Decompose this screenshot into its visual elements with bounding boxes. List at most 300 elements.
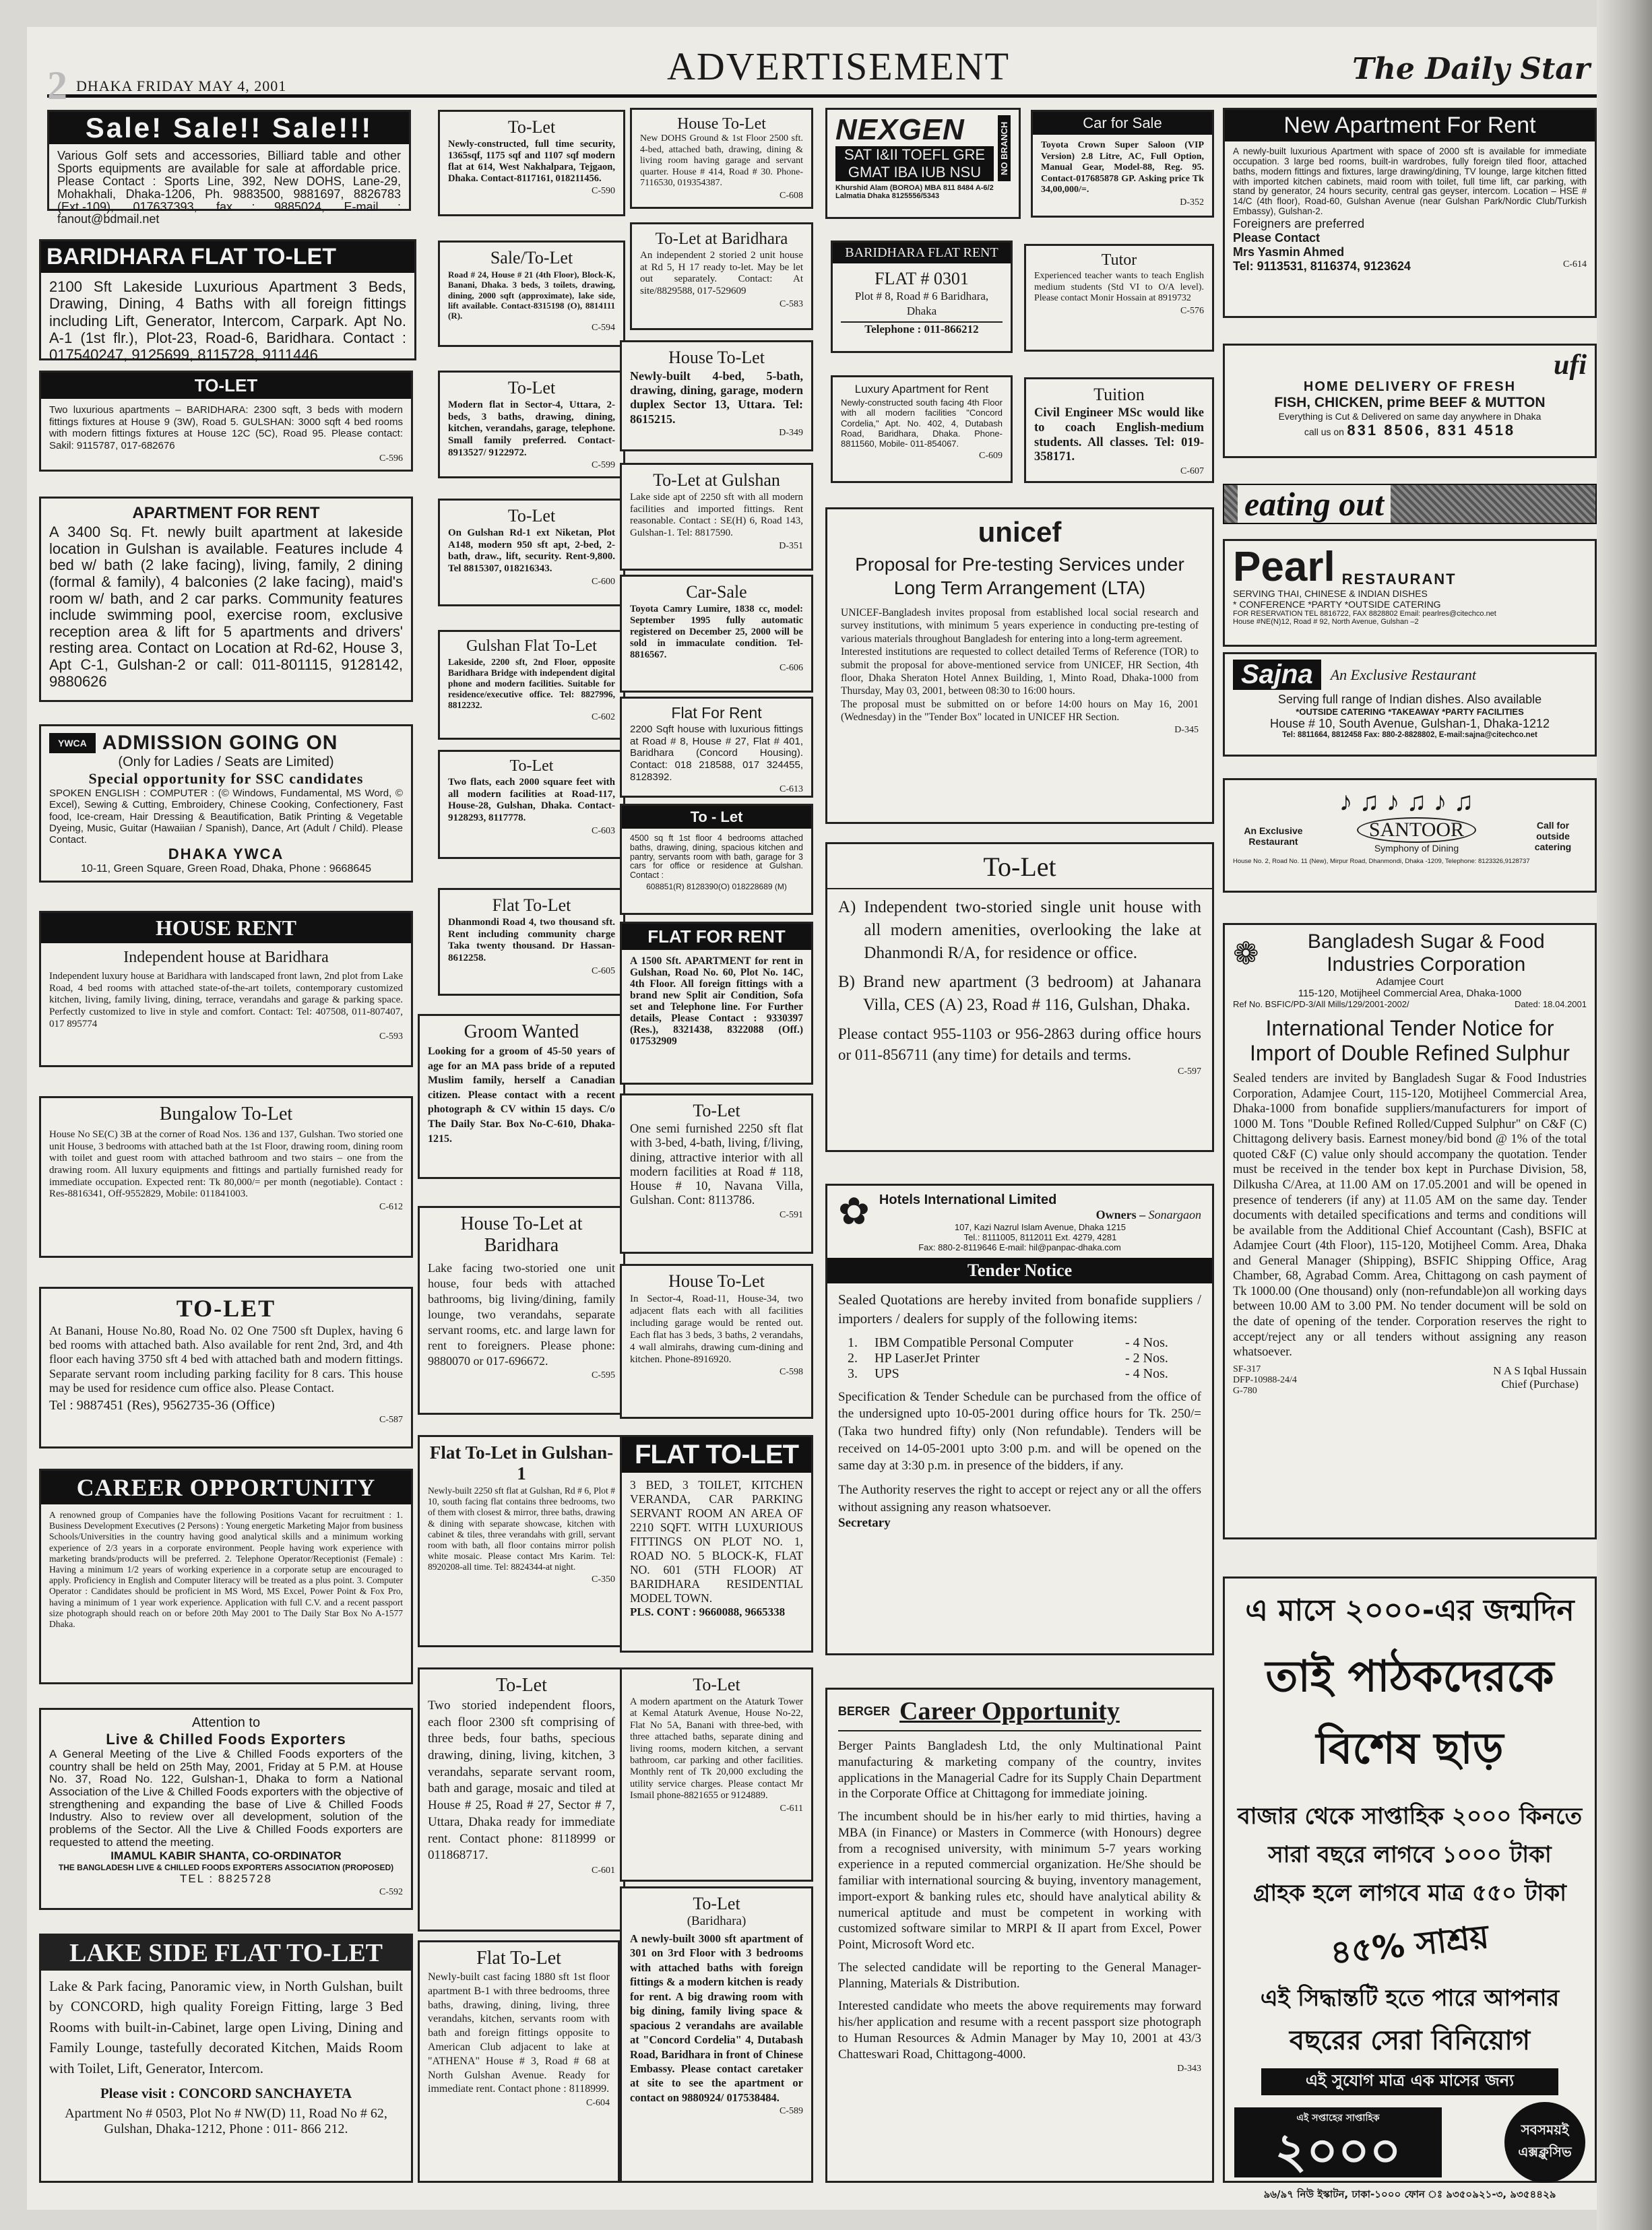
ad-title: Sale! Sale!! Sale!!! — [49, 112, 409, 144]
nexgen-side: NO BRANCH — [998, 115, 1011, 181]
ad-saptahik-2000 — [1223, 1576, 1597, 2200]
sajna-line1: Serving full range of Indian dishes. Also available — [1277, 693, 1542, 706]
ad-code: C-607 — [1180, 466, 1204, 477]
ad-body: A 3400 Sq. Ft. newly built apartment at lakeside location in Gulshan is available. Features include 4 bed w/ bath (2 lake facing), living, family, 2 dining (formal & family), 4 balconies (2 lake facing), maid's room w/ bath, and 2 car parks. Community features include swimming pool, exercise room, exclusive reception area & lift for 5 apartments and drivers' resting area. Contact on Location at Rd-62, House 3, Apt C-1, Gulshan-2 or call: 011-801115, 9128142, 9880626 — [49, 523, 403, 690]
ad-body: Lakeside, 2200 sft, 2nd Floor, opposite Baridhara Bridge with independent digital phone and modern facilities. Suitable for residence/executive office. Tel: 8827996, 8812232. — [448, 657, 615, 710]
ad-title: To-Let — [693, 1894, 740, 1913]
ad-title: Sale/To-Let — [490, 248, 573, 267]
ad-body: Experienced teacher wants to teach English medium students (Std VI to O/A level). Please contact Monir Hossain at 8919732 — [1034, 271, 1204, 304]
ad-contact-label: Please Contact — [1233, 230, 1321, 245]
nexgen-logo: NEXGEN — [835, 113, 965, 146]
santoor-address: House No. 2, Road No. 11 (New), Mirpur Road, Dhanmondi, Dhaka -1209, Telephone: 8123326,9128737 — [1233, 858, 1530, 865]
hil-owners — [879, 1208, 1201, 1222]
ad-body: Two storied independent floors, each floor 2300 sft comprising of three beds, four baths, specious drawing, dining, living, kitchen, 3 verandahs, separate servant room, bath and garage, mosaic and tiled at House # 25, Road # 27, Sector # 7, Uttara, Dhaka ready for immediate rent. Contact phone: 8118999 or 011868717. — [428, 1698, 615, 1863]
ad-body: In Sector-4, Road-11, House-34, two adjacent flats each with all facilities including garage would be rented out. Each flat has 3 beds, 3 baths, 2 verandahs, 4 wall almirahs, drawing cum-dining and kitchen. Phone-8916920. — [630, 1294, 803, 1365]
tender-items — [848, 1335, 1201, 1382]
bn-line2: তাই পাঠকদেরকে — [1265, 1652, 1554, 1702]
tender-item-number: 3. — [848, 1366, 858, 1381]
ad-unicef — [825, 507, 1214, 824]
ad-code: D-351 — [779, 540, 803, 551]
ad-body-4: Interested candidate who meets the above requirements may forward his/her application and resume with a recent passport size photograph to Human Resources & Admin Manager by May 10, 2001 at 43/3 Chatteswari Road, Chittagong-4000. — [838, 1999, 1201, 2062]
bsfic-signer-title: Chief (Purchase) — [1501, 1377, 1579, 1391]
ad-body: Lake facing two-storied one unit house, four beds with attached bathrooms, big living/dining, family lounge, two verandahs, separate servant rooms, etc. and large lawn for rent to foreigners. Please phone: 9880070 or 017-696672. — [428, 1261, 615, 1368]
ad-body: Dhanmondi Road 4, two thousand sft. Rent including community charge Taka twenty thousand. Dr Hassan-8612258. — [448, 917, 615, 964]
bn-line8: এই সিদ্ধান্তটি হতে পারে আপনার — [1260, 1985, 1560, 2012]
ad-body: Toyota Camry Lumire, 1838 cc, model: September 1995 fully automatic registered on December 25, 2000 will be sold in immaculate condition. Tel-8816567. — [630, 604, 803, 661]
pearl-line4: House #NE(N)12, Road # 92, North Avenue, Gulshan –2 — [1233, 618, 1419, 626]
sajna-logo: Sajna — [1233, 660, 1321, 690]
ad-tolet-nakhalpara — [438, 110, 625, 216]
ad-visit: Please visit : CONCORD SANCHAYETA — [100, 2085, 352, 2102]
ad-title: To-Let — [496, 1675, 547, 1696]
ad-title: BARIDHARA FLAT TO-LET — [41, 241, 414, 273]
tender-item-name: HP LaserJet Printer — [875, 1350, 980, 1366]
nexgen-header — [835, 115, 1011, 181]
ad-new-apartment — [1223, 108, 1597, 318]
ad-flat-rent-concord — [620, 697, 813, 798]
ad-tel: 608851(R) 8128390(O) 018228689 (M) — [646, 881, 787, 891]
ad-title: Proposal for Pre-testing Services under Long Term Arrangement (LTA) — [855, 554, 1184, 598]
ad-title: To-Let at Gulshan — [653, 470, 780, 490]
ad-house-rent — [39, 911, 413, 1067]
ad-tolet-ataturk — [620, 1667, 813, 1882]
sajna-line4: Tel: 8811664, 8812458 Fax: 880-2-8828802, E-mail:sajna@citechco.net — [1282, 731, 1537, 739]
ufi-call-label: call us on — [1304, 426, 1344, 437]
ad-title: HOME DELIVERY OF FRESH — [1303, 379, 1517, 394]
ad-code: C-599 — [592, 460, 615, 471]
ad-sign: Secretary — [838, 1516, 891, 1531]
ad-address: Plot # 8, Road # 6 Baridhara, Dhaka — [854, 290, 989, 318]
ad-contact-name: Mrs Yasmin Ahmed — [1233, 245, 1345, 259]
ad-title: ADMISSION GOING ON — [102, 732, 338, 754]
pearl-line3: FOR RESERVATION TEL 8816722, FAX 8828802 Email: pearlres@citechco.net — [1233, 610, 1496, 618]
pearl-line2: * CONFERENCE *PARTY *OUTSIDE CATERING — [1233, 599, 1441, 610]
ad-house-sector4 — [620, 1264, 813, 1419]
ad-body: Newly-constructed, full time security, 1365sqf, 1175 sqf and 1107 sqf modern flat at 614, West Nakhalpara, Tejgaon, Dhaka. Contact-8117161, 018211456. — [448, 139, 615, 185]
ad-flat-tolet-3bed — [620, 1435, 813, 1653]
ad-title: Tuition — [1093, 385, 1145, 404]
tender-item — [848, 1335, 1201, 1351]
ad-title: FLAT FOR RENT — [622, 924, 811, 950]
ad-coordinator: IMAMUL KABIR SHANTA, CO-ORDINATOR — [110, 1849, 342, 1862]
nexgen-main — [835, 115, 994, 181]
tender-item-number: 2. — [848, 1350, 858, 1366]
ufi-call — [1233, 422, 1587, 439]
berger-header — [838, 1696, 1201, 1731]
ad-tolet-two-luxurious — [39, 371, 413, 472]
saptahik-logo: ২০০০ — [1275, 2122, 1401, 2179]
ad-body: At Banani, House No.80, Road No. 02 One 7500 sft Duplex, having 6 bed rooms with attached bath. Also available for rent 2nd, 3rd, and 4th floor each having 3750 sft 4 bed with attached bath and modern fittings. Separate servant room including parking facility for 8 cars. This house may be used for residence cum office also. Please Contact. — [49, 1324, 403, 1395]
ad-car-for-sale — [1031, 110, 1214, 218]
ad-body-2: The incumbent should be in his/her early to mid thirties, having a MBA (in Finance) or Masters in Commerce (with Honours) degree from a recognised university, with minimum 5-7 years working experience in a reputed commercial organization. He/She should be familiar with international sourcing & buying, inventory management, import-export & banking rules etc, should have analytical ability & numerical aptitude and must be competent in working with customized software similar to MRPI & II apart from Excel, Power Point, Microsoft Word etc. — [838, 1810, 1201, 1952]
option-a — [838, 896, 1201, 964]
tender-item — [848, 1351, 1201, 1366]
flower-icon: ✿ — [838, 1190, 870, 1232]
ad-tel: Tel : 9887451 (Res), 9562735-36 (Office) — [49, 1398, 275, 1413]
ad-pearl — [1223, 539, 1597, 647]
page-binding-shadow — [1597, 0, 1652, 2230]
ad-code: C-597 — [1178, 1066, 1201, 1077]
ad-body: New DOHS Ground & 1st Floor 2500 sft. 4-bed, attached bath, drawing, dining & living room having garage and servant quarter. House # 414, Road # 30. Phone-7116530, 019354387. — [640, 133, 803, 189]
ywca-logo: YWCA — [49, 733, 96, 753]
ad-title: Tutor — [1101, 251, 1137, 269]
ad-org: DHAKA YWCA — [168, 846, 284, 863]
ad-tolet-banani — [39, 1287, 413, 1448]
ad-body: SPOKEN ENGLISH : COMPUTER : (© Windows, Fundamental, MS Word, © Excel), Sewing & Cutting, Embroidery, Chinese Cooking, Confectionery, Fast food, Ice-cream, Hair Dressing & Beautification, Batik Printing & Vegetable Dyeing, Music, Guitar (Hawaiian / Spanish), Dance, Art (Adult / Child). Please Contact. — [49, 788, 403, 846]
option-b — [838, 971, 1201, 1017]
paper-logo: The Daily Star — [1352, 52, 1590, 86]
bsfic-title2: Industries Corporation — [1327, 953, 1526, 976]
option-b-text: Brand new apartment (3 bedroom) at Jahanara Villa, CES (A) 23, Road # 116, Gulshan, Dhaka. — [863, 973, 1201, 1014]
saptahik-masthead — [1234, 2107, 1442, 2177]
ad-title: Flat To-Let in Gulshan-1 — [429, 1442, 614, 1484]
santoor-logo: SANTOOR — [1357, 817, 1476, 843]
ad-body-2: Specification & Tender Schedule can be purchased from the office of the undersigned upto 10-05-2001 during office hours for Tk. 250/= (Taka two hundred fifty) only (Non refundable). Tenders will be received on 14-05-2001 upto 3:00 p.m. and will be opened on the same day at 3:30 p.m. in presence of the bidders, if any. — [838, 1389, 1201, 1473]
hil-tel: Tel.: 8111005, 8112011 Ext. 4279, 4281 — [963, 1232, 1117, 1242]
ad-body: Two flats, each 2000 square feet with all modern facilities at Road-117, House-28, Gulshan, Dhaka. Contact-9128293, 8117778. — [448, 777, 615, 824]
ad-title: LAKE SIDE FLAT TO-LET — [41, 1936, 411, 1971]
hil-brand: Sonargaon — [1148, 1208, 1201, 1221]
ad-gulshan-flat — [438, 630, 625, 740]
bsfic-header — [1233, 930, 1587, 976]
ad-body-3: The Authority reserves the right to accept or reject any or all the offers without assigning any reason whatsoever. — [838, 1482, 1201, 1515]
ad-title: CAREER OPPORTUNITY — [41, 1471, 411, 1504]
saptahik-small: এই সপ্তাহের সাপ্তাহিক — [1296, 2113, 1380, 2124]
ad-code: D-345 — [1174, 725, 1199, 736]
nexgen-line2: GMAT IBA IUB NSU — [835, 164, 994, 181]
ad-title: Groom Wanted — [464, 1021, 579, 1042]
ad-body: Civil Engineer MSc would like to coach English-medium students. All classes. Tel: 019-358171. — [1034, 406, 1204, 464]
hil-owners-label: Owners – — [1095, 1208, 1146, 1221]
bsfic-date: Dated: 18.04.2001 — [1515, 999, 1587, 1009]
ad-tolet-baridhara-rd5 — [630, 222, 813, 330]
ad-career-opportunity — [39, 1469, 413, 1684]
ad-title: To-Let — [507, 506, 556, 525]
ad-code: C-608 — [780, 190, 803, 201]
ad-title: To-Let — [827, 851, 1212, 889]
ad-body: A renowned group of Companies have the following Positions Vacant for recruitment : 1. Business Development Executives (2 Persons) : Young energetic Marketing Major from business Schools/Universities in the country having good analytical skills and a minimum working experience of 2/3 years in a corporate environment. People having work experience with marketing brands/products will be preferred. 2. Telephone Operator/Receptionist (Female) : Having a minimum 1/2 years of working experience in a corporate setup are encouraged to apply. Proficiency in English and Computer literacy will be treated as a plus point. 3. Computer Operator : Candidates should be proficient in MS Word, MS Excel, Power Point & Fox Pro, having a minimum of 1 year work experience. Application with full C.V. and a recent passport size photograph should reach on or before 20th May 2001 to The Daily Star Box No A-1577 Dhaka. — [49, 1510, 403, 1629]
hil-header-text — [879, 1192, 1201, 1242]
bn-line7: ৪৫% সাশ্রয় — [1328, 1917, 1491, 1973]
ad-flat: FLAT # 0301 — [875, 269, 969, 288]
ad-title: BARIDHARA FLAT RENT — [833, 243, 1011, 263]
ad-car-sale — [620, 575, 813, 693]
ad-special: Special opportunity for SSC candidates — [88, 770, 364, 787]
ad-title: To-Let at Baridhara — [655, 230, 788, 248]
ad-body: One semi furnished 2250 sft flat with 3-bed, 4-bath, living, f/living, dining, attractive interior with all modern facilities at Road # 118, House # 10, Navana Villa, Gulshan. Cont: 8113786. — [630, 1122, 803, 1208]
ufi-logo: ufi — [1553, 350, 1587, 381]
ad-tolet-gulshan-lake — [620, 463, 813, 571]
ad-tel: Telephone : 011-866212 — [841, 321, 1003, 336]
ad-flat-cast-facing — [418, 1940, 620, 2183]
ad-subtitle: (Baridhara) — [687, 1914, 746, 1928]
ad-title: House To-Let — [677, 115, 766, 133]
ad-code: C-596 — [379, 453, 403, 464]
bsfic-ref: Ref No. BSFIC/PD-3/All Mills/129/2001-2002/ — [1233, 999, 1409, 1009]
ad-body: 4500 sq ft 1st floor 4 bedrooms attached baths, drawing, dining, spacious kitchen and pantry, servants room with bath, garage for 3 cars for office or residence at Gulshan. Contact : — [630, 833, 803, 880]
santoor-right: Call for outside catering — [1534, 820, 1572, 852]
ad-title: To-Let — [507, 378, 556, 397]
ad-body: 3 BED, 3 TOILET, KITCHEN VERANDA, CAR PARKING SERVANT ROOM AN AREA OF 2210 SQFT. WITH LUXURIOUS FITTINGS ON PLOT NO. 1, ROAD NO. 5 BLOCK-K, FLAT NO. 601 (5TH FLOOR) AT BARIDHARA RESIDENTIAL MODEL TOWN. — [630, 1478, 803, 1605]
unicef-logo: unicef — [978, 516, 1062, 548]
ad-code: C-613 — [780, 784, 803, 795]
ad-tolet-dhanmondi-gulshan — [825, 842, 1214, 1152]
ad-lake-side-flat — [39, 1934, 413, 2183]
ad-body: Toyota Crown Super Saloon (VIP Version) 2.8 Litre, AC, Full Option, Manual Gear, Model-88, Reg. 95. Contact-017685878 GP. Asking price Tk 34,00,000/=. — [1041, 140, 1204, 195]
ad-luxury-apartment — [831, 375, 1013, 483]
ad-code: C-587 — [379, 1415, 403, 1426]
ad-tuition — [1024, 377, 1214, 483]
ad-body-3: The proposal must be submitted on or before 14:00 hours on May 16, 2001 (Wednesday) in the "Tender Box" located in UNICEF HR Section. — [841, 698, 1199, 723]
bsfic-emblem-icon: ❁ — [1233, 936, 1259, 971]
ad-tel-row — [1233, 259, 1587, 274]
sajna-header — [1233, 660, 1587, 690]
ad-body-1: Berger Paints Bangladesh Ltd, the only Multinational Paint manufacturing & marketing company of the country, invites applications in the Managerial Cadre for its Supply Chain Department in the Corporate Office at Chittagong for immediate joining. — [838, 1739, 1201, 1802]
tender-item-number: 1. — [848, 1335, 858, 1350]
ad-address: 10-11, Green Square, Green Road, Dhaka, Phone : 9668645 — [80, 863, 372, 875]
ad-subtitle: Independent house at Baridhara — [123, 949, 329, 966]
ad-body: Everything is Cut & Delivered on same day anywhere in Dhaka — [1278, 411, 1542, 422]
ad-body: 2200 Sqft house with luxurious fittings at Road # 8, House # 27, Flat # 401, Baridhara (Concord Housing). Contact: 018 218588, 017 324455, 8128392. — [630, 724, 803, 783]
ad-house-baridhara — [418, 1206, 625, 1415]
ad-body: Sealed Quotations are hereby invited from bonafide suppliers / importers / dealers for supply of the following items: — [838, 1292, 1201, 1327]
bsfic-heading1: International Tender Notice for — [1265, 1016, 1554, 1040]
bsfic-heading2: Import of Double Refined Sulphur — [1250, 1041, 1570, 1065]
ad-title: Car-Sale — [686, 582, 747, 602]
ad-title: TO-LET — [176, 1295, 276, 1322]
hil-address: 107, Kazi Nazrul Islam Avenue, Dhaka 1215 — [954, 1222, 1126, 1232]
ad-code: C-589 — [780, 2106, 803, 2117]
ad-body-2: Interested institutions are requested to collect detailed Terms of Reference (TOR) to submit the proposal for above-mentioned service from UNICEF, HR Section, 4th floor, Dhaka Sheraton Hotel Annex Building, 1, Minto Road, Dhaka-1000 from Thursday, May 03, 2001, between 08:30 to 16:00 hours. — [841, 646, 1199, 697]
ad-code: C-612 — [379, 1202, 403, 1213]
ad-body: Various Golf sets and accessories, Billiard table and other Sports equipments are available for sale at affordable price. Please Contact : Sports Line, 392, New DOHS, Lane-29, Mohakhali, Dhaka-1206, Ph. 9883500, 9881697, 8826783 (Ext.-109), 017637393, fax : 9885024, E-mail : fanout@bdmail.net — [57, 149, 401, 226]
ad-code: C-594 — [592, 322, 615, 333]
ad-body: An independent 2 storied 2 unit house at Rd 5, H 17 ready to-let. May be let out separately. Contact: At site/8829588, 017-529609 — [640, 250, 803, 297]
pearl-logo: Pearl — [1233, 544, 1335, 590]
santoor-left: An Exclusive Restaurant — [1244, 825, 1303, 847]
ad-tutor — [1024, 244, 1214, 352]
ad-code: C-601 — [592, 1865, 615, 1876]
tender-item-name: IBM Compatible Personal Computer — [875, 1335, 1073, 1350]
tender-item-qty: - 4 Nos. — [1125, 1335, 1168, 1350]
ad-subtitle: (Only for Ladies / Seats are Limited) — [118, 755, 334, 769]
ad-body-3: The selected candidate will be reporting to the General Manager-Planning, Materials & Distribution. — [838, 1960, 1201, 1991]
ad-title: APARTMENT FOR RENT — [132, 504, 320, 522]
tender-item — [848, 1366, 1201, 1382]
ad-code: C-600 — [592, 576, 615, 587]
ad-title: To-Let — [507, 117, 556, 137]
ad-title: To-Let — [509, 757, 554, 775]
ad-title: Gulshan Flat To-Let — [466, 637, 597, 655]
ad-title: Flat To-Let — [476, 1948, 561, 1969]
bsfic-addr1: Adamjee Court — [1376, 976, 1444, 988]
ad-body: 2100 Sft Lakeside Luxurious Apartment 3 Beds, Drawing, Dining, 4 Baths with all foreign fittings including Lift, Generator, Intercom, Carpark. Apt No. A-1 (1st flr.), Plot-23, Road-6, Baridhara. Contact : 017540247, 9125699, 8115728, 9111446 — [49, 278, 406, 364]
ad-nexgen — [825, 108, 1021, 219]
ad-tolet-concord-cordelia — [620, 1886, 813, 2183]
ad-tolet-uttara-two-storied — [418, 1667, 625, 1932]
bn-line9: বছরের সেরা বিনিয়োগ — [1289, 2025, 1531, 2056]
ad-body-1: UNICEF-Bangladesh invites proposal from established local social research and survey institutions, with minimum 5 years experience in conducting pre-testing of various materials throughout Bangladesh for entering into a long-term agreement. — [841, 607, 1199, 645]
ad-flat-for-rent-1500 — [620, 922, 813, 1085]
ufi-phone: 831 8506, 831 4518 — [1347, 422, 1516, 439]
ad-tolet-gulshan-two-flats — [438, 750, 625, 859]
ad-sajna — [1223, 652, 1597, 757]
ad-hotels-international — [825, 1184, 1214, 1655]
hil-fax: Fax: 880-2-8119646 E-mail: hil@panpac-dhaka.com — [918, 1242, 1121, 1252]
ad-title: House To-Let at Baridhara — [460, 1213, 583, 1256]
section-title: ADVERTISEMENT — [667, 44, 1011, 88]
ad-bsfic-tender — [1223, 923, 1597, 1539]
eating-out-banner — [1223, 484, 1597, 524]
nexgen-line1: SAT I&II TOEFL GRE — [835, 146, 994, 164]
ad-body: Newly-constructed south facing 4th Floor with all modern facilities "Concord Cordelia," Apt. No. 402, 4, Dutabash Road, Baridhara, Dhaka. Phone-8811560, Mobile- 011-854067. — [841, 397, 1003, 449]
dateline-text: DHAKA FRIDAY MAY 4, 2001 — [76, 77, 287, 94]
bsfic-addr2: 115-120, Motijheel Commercial Area, Dhaka-1000 — [1298, 988, 1522, 999]
ad-body: Road # 24, House # 21 (4th Floor), Block-K, Banani, Dhaka. 3 beds, 3 toilets, drawing, dining, 2000 sqft (approximate), lake side, lift available. Contact-8315198 (O), 8814111 (R). — [448, 269, 615, 321]
ad-body: Newly-built 2250 sft flat at Gulshan, Rd # 6, Plot # 10, south facing flat contains three bedrooms, two of them with closest & mirror, three baths, drawing & dining with separate showcase, kitchen with cabinet & tiles, three verandahs with grill, servant room with bath, all floor contains mirror polish white mosaic. Please contact Mrs Karim. Tel: 8920208-all time. Tel: 8824344-at night. — [428, 1486, 615, 1572]
bn-line10: এই সুযোগ মাত্র এক মাসের জন্য — [1261, 2068, 1558, 2095]
ad-groom-wanted — [418, 1014, 625, 1179]
hil-header — [838, 1192, 1201, 1242]
ad-title: To - Let — [622, 806, 811, 829]
ad-code: C-606 — [780, 662, 803, 673]
ad-berger-career — [825, 1688, 1214, 2183]
ad-title: Car for Sale — [1033, 112, 1212, 135]
ad-title: House To-Let — [668, 348, 765, 367]
ad-sale — [47, 110, 411, 226]
ad-title: Hotels International Limited — [879, 1192, 1057, 1207]
bsfic-footer — [1233, 1364, 1587, 1397]
ad-pref: Foreigners are preferred — [1233, 216, 1365, 230]
ad-tolet-uttara-sector4 — [438, 371, 625, 478]
berger-logo: BERGER — [838, 1704, 891, 1718]
ad-code: C-611 — [780, 1803, 803, 1814]
bn-line4: বাজার থেকে সাপ্তাহিক ২০০০ কিনতে — [1237, 1803, 1583, 1830]
ad-tel: TEL : 8825728 — [180, 1872, 272, 1885]
pearl-line1: SERVING THAI, CHINESE & INDIAN DISHES — [1233, 588, 1428, 599]
sajna-line3: House # 10, South Avenue, Gulshan-1, Dhaka-1212 — [1270, 717, 1550, 730]
ad-address: Apartment No # 0503, Plot No # NW(D) 11, Road No # 62, Gulshan, Dhaka-1212, Phone : 011- 866 212. — [65, 2106, 387, 2137]
ad-code: C-605 — [592, 965, 615, 976]
ad-house-dohs — [630, 108, 813, 209]
bsfic-codes: SF-317 DFP-10988-24/4 G-780 — [1233, 1364, 1297, 1396]
ad-contact: PLS. CONT : 9660088, 9665338 — [630, 1605, 786, 1618]
ad-title: FLAT TO-LET — [622, 1437, 811, 1473]
ad-sale-tolet-banani — [438, 241, 625, 347]
option-a-label: A) — [838, 898, 856, 916]
santoor-music-icon: ♪♫♪♫♪♫ — [1339, 786, 1481, 817]
ad-code: C-593 — [379, 1031, 403, 1042]
ad-body: Modern flat in Sector-4, Uttara, 2-beds, 3 baths, drawing, dining, kitchen, verandahs, garage, telephone. Small family preferred. Contact-8913527/ 9122972. — [448, 400, 615, 458]
bsfic-title1: Bangladesh Sugar & Food — [1307, 930, 1545, 953]
ad-body: Lake & Park facing, Panoramic view, in North Gulshan, built by CONCORD, high quality Foreign Fitting, large 3 Bed Rooms with built-in-Cabinet, large open Living, Dining and Family Lounge, tastefully decorated Kitchen, Maids Room with Toilet, Lift, Generator, Intercom. — [49, 1978, 403, 2076]
ad-house-uttara — [620, 340, 813, 451]
ad-title: To-Let — [693, 1675, 740, 1694]
saptahik-footer — [1234, 2102, 1585, 2183]
ad-subtitle: Live & Chilled Foods Exporters — [106, 1731, 346, 1748]
ad-org: THE BANGLADESH LIVE & CHILLED FOODS EXPORTERS ASSOCIATION (PROPOSED) — [58, 1862, 394, 1872]
ad-subtitle: FISH, CHICKEN, prime BEEF & MUTTON — [1274, 395, 1546, 410]
bn-line5: সারা বছরে লাগবে ১০০০ টাকা — [1268, 1841, 1552, 1868]
masthead — [47, 37, 1597, 108]
eating-out-title: eating out — [1238, 485, 1391, 523]
ad-title: Bungalow To-Let — [159, 1104, 293, 1124]
ad-flat-gulshan1 — [418, 1435, 625, 1647]
ad-title: HOUSE RENT — [41, 913, 411, 943]
option-b-label: B) — [838, 973, 855, 992]
bsfic-signer-block — [1493, 1364, 1587, 1397]
ad-code: C-609 — [979, 450, 1003, 461]
ad-ufi — [1223, 344, 1597, 458]
santoor-center — [1357, 817, 1476, 855]
ad-code: C-591 — [780, 1209, 803, 1220]
ad-body: Independent luxury house at Baridhara with landscaped front lawn, 2nd plot from Lake Road, 4 bed rooms with attached state-of-the-art toilets, contemporary customized kitchen, living, family living, dining, terrace, verandahs and garage & parking space. Perfectly customized to live in style and comfort. Contact: Tel: 407508, 011-807407, 017 895774 — [49, 971, 403, 1029]
ad-title: Attention to — [191, 1715, 261, 1730]
ad-apartment-for-rent — [39, 497, 413, 702]
ad-santoor — [1223, 778, 1597, 893]
ad-title: Luxury Apartment for Rent — [854, 383, 989, 395]
ad-code: C-583 — [780, 298, 803, 309]
bn-line3: বিশেষ ছাড় — [1316, 1724, 1504, 1774]
ad-body: A 1500 Sft. APARTMENT for rent in Gulshan, Road No. 60, Plot No. 14C, 4th Floor. All foreign fittings with a brand new Split air Condition, Sofa set and Telephone line. For Further details, Please Contact : 9330397 (Res.), 8321438, 8322088 (Off.) 017532909 — [630, 955, 803, 1048]
ad-body: A General Meeting of the Live & Chilled Foods exporters of the country shall be held on 25th May, 2001, Friday at 5 P.M. at House No. 37, Road No. 122, Gulshan-1, Dhaka to form a National Association of the Live & Chilled Foods exporters with the objective of strengthening and expanding the base of Live & Chilled Foods Industry. Also to review over all development, solution of the problems of the Sector. All the Live & Chilled Foods exporters are requested to attend the meeting. — [49, 1748, 403, 1849]
ad-body: On Gulshan Rd-1 ext Niketan, Plot A148, modern 950 sft apt, 2-bed, 2-bath, draw., lift, security. Rent-9,800. Tel 8815307, 018216343. — [448, 528, 615, 575]
ad-code: C-603 — [592, 825, 615, 836]
santoor-sub: Symphony of Dining — [1374, 843, 1459, 854]
sajna-tag: An Exclusive Restaurant — [1330, 666, 1476, 683]
ad-title: Flat To-Let — [492, 895, 571, 915]
ad-body: Lake side apt of 2250 sft with all modern facilities and imported fittings. Rent reasonable. Contact : SE(H) 6, Road 143, Gulshan-1. Tel: 8817590. — [630, 492, 803, 539]
tender-item-qty: - 4 Nos. — [1125, 1366, 1168, 1381]
ad-body: A newly-built luxurious Apartment with space of 2000 sft is available for immediate occupation. 3 large bed rooms, built-in wardrobes, fully foreign tiled floor, attached baths, modern fittings and fixtures, large drawing/dining, TV lounge, large kitchen fitted with imported kitchen cabinets, maid room with toilet, full time lift, car parking, with stand by generator, 24 hours security, central gas geyser, intercom. Location – HSE # 14/C (4th floor), Road-60, Gulshan Avenue (near Gulshan Park/Nordic Club/Turkish Embassy), Gulshan-2. — [1233, 146, 1587, 217]
page-number: 2 — [47, 63, 68, 108]
pearl-header — [1233, 546, 1587, 588]
ad-tel: Tel: 9113531, 8116374, 9123624 — [1233, 259, 1411, 273]
ad-body: House No SE(C) 3B at the corner of Road Nos. 136 and 137, Gulshan. Two storied one unit House, 3 bedrooms with attached bath at the 1st Floor, drawing room, dining room with toilet and guest room with attached bathroom and two stairs – one from the drawing room. All luxury equipments and fittings and partially furnished ready for immediate occupation. Expected rent: Tk 80,000/= per month (negotiable). Contact : Res-8816341, Off-9552829, Mobile: 011841003. — [49, 1129, 403, 1200]
ad-code: D-352 — [1180, 197, 1204, 208]
ad-title: Flat For Rent — [671, 704, 762, 722]
ad-code: C-602 — [592, 711, 615, 722]
ad-tolet-navana-villa — [620, 1093, 813, 1254]
ad-body: A newly-built 3000 sft apartment of 301 on 3rd Floor with 3 bedrooms with attached baths with foreign fittings & a modern kitchen is ready for rent. A big drawing room with big dining, family living space & spacious 2 verandahs are available at "Concord Cordelia" 4, Dutabash Road, Baridhara in front of Chinese Embassy. Please contact caretaker at site to see the apartment or contact on 9880924/ 017538484. — [630, 1932, 803, 2104]
ad-body: Two luxurious apartments – BARIDHARA: 2300 sqft, 3 beds with modern fittings fixtures at House 9 (3W), Road 5. GULSHAN: 3000 sqft 4 bed rooms with modern fittings fixtures at House 12C (5C), Road 95. Please contact: Sakil: 9115787, 017-682676 — [49, 404, 403, 452]
ad-code: C-590 — [592, 186, 615, 197]
pearl-sub: RESTAURANT — [1341, 571, 1457, 587]
ad-title: TO-LET — [41, 373, 411, 399]
ad-baridhara-flat — [39, 239, 416, 364]
ad-body: Newly-built 4-bed, 5-bath, drawing, dining, garage, modern duplex Sector 13, Uttara. Tel: 8615215. — [630, 369, 803, 426]
option-a-text: Independent two-storied single unit house with all modern amenities, overlooking the lake at Dhanmondi R/A, for residence or office. — [864, 898, 1201, 962]
ad-bungalow — [39, 1096, 413, 1258]
ad-flat-dhanmondi — [438, 888, 625, 996]
ad-contact: Please contact 955-1103 or 956-2863 during office hours or 011-856711 (any time) for details and terms. — [838, 1025, 1201, 1063]
ad-baridhara-flat-0301 — [831, 241, 1013, 353]
ad-title: New Apartment For Rent — [1225, 110, 1595, 141]
saptahik-badge: সবসময়ই এক্সক্লুসিভ — [1504, 2102, 1585, 2183]
ad-code: C-576 — [1180, 305, 1204, 316]
ad-code: C-614 — [1563, 259, 1587, 269]
ad-body: Newly-built cast facing 1880 sft 1st floor apartment B-1 with three bedrooms, three baths, drawing, dining, living, three verandahs, kitchen, servants room with bath and foreign fittings opposite to American Club adjacent to lake at "ATHENA" House # 3, Road # 68 at North Gulshan Avenue. Ready for immediate rent. Contact phone : 8118999. — [428, 1971, 610, 2095]
ad-code: D-343 — [1177, 2064, 1201, 2074]
ywca-header — [49, 732, 403, 755]
ad-code: C-592 — [379, 1886, 403, 1897]
ad-code: C-595 — [592, 1370, 615, 1381]
sajna-line2: *OUTSIDE CATERING *TAKEAWAY *PARTY FACILITIES — [1296, 707, 1524, 717]
ad-title: Career Opportunity — [899, 1697, 1120, 1725]
tender-item-name: UPS — [875, 1366, 899, 1381]
bn-line1: এ মাসে ২০০০-এর জন্মদিন — [1245, 1593, 1575, 1628]
tender-item-qty: - 2 Nos. — [1125, 1350, 1168, 1366]
